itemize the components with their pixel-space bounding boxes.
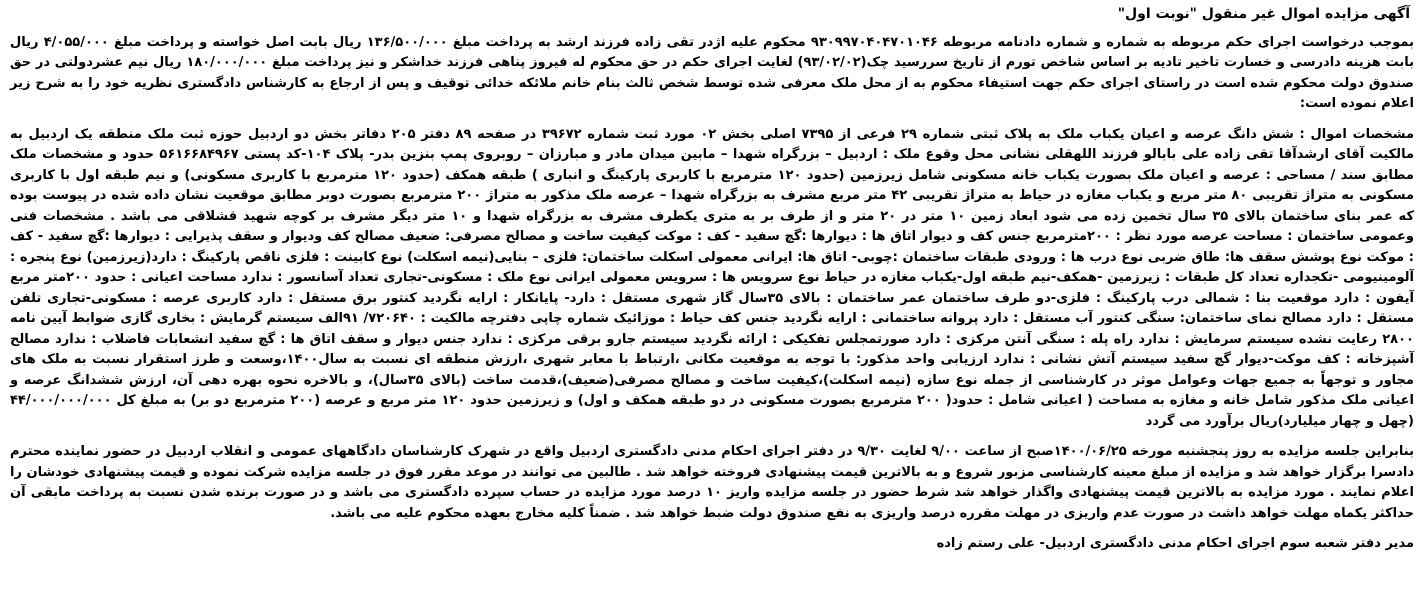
notice-title: آگهی مزایده اموال غیر منقول "نوبت اول" [1117,6,1410,22]
auction-terms-paragraph: بنابراین جلسه مزایده به روز پنجشنبه مورخه ۱۴۰۰/۰۶/۲۵صبح از ساعت ۹/۰۰ لغایت ۹/۳۰ در دفتر اجرای احکام مدنی دادگستری اردبیل واقع در شهرک کارشناسان دادگاههای عمومی و انقلاب اردبیل در حضور نماینده محترم دادسرا برگزار خواهد شد و مزایده از مبلغ معینه کارشناسی مزبور شروع و به بالاترین قیمت پیشنهادی فروخته خواهد شد . طالبین می توانند در موعد مقرر فوق در جلسه مزایده شرکت نموده و قیمت پیشنهادی خودشان را اعلام نمایند . مورد مزایده به بالاترین قیمت پیشنهادی واگذار خواهد شد شرط حضور در جلسه مزایده واریز ۱۰ درصد مورد مزایده در حساب سپرده دادگستری می باشد و در صورت برنده شدن نسبت به پرداخت مابقی آن حداکثر یکماه مهلت خواهد داشت در صورت عدم واریزی در مهلت مقرره درصد واریزی به نفع صندوق دولت ضبط خواهد شد . ضمناً کلیه مخارج بعهده محکوم علیه می باشد. [10,444,1414,521]
signature: مدیر دفتر شعبه سوم اجرای احکام مدنی دادگستری اردبیل- علی رستم زاده [936,536,1414,551]
request-paragraph: بموجب درخواست اجرای حکم مربوطه به شماره و شماره دادنامه مربوطه ۹۳۰۹۹۷۰۴۰۴۷۰۱۰۴۶ محکوم علیه اژدر تقی زاده فرزند ارشد به پرداخت مبلغ ۱۳۶/۵۰۰/۰۰۰ ریال بابت اصل خواسته و پرداخت مبلغ ۴/۰۵۵/۰۰۰ ریال بابت هزینه دادرسی و خسارت تاخیر تادیه بر اساس شاخص تورم از تاریخ سررسید چک(۹۳/۰۲/۰۲) لغایت اجرای حکم در حق محکوم له فیروز پناهی فرزند خداشکر و نیز پرداخت مبلغ ۱۸۰/۰۰۰/۰۰۰ ریال نیم عشردولتی در حق صندوق دولت محکوم شده است در راستای اجرای حکم جهت استیفاء محکوم به از محل ملک معرفی شده توسط شخص ثالث بنام خانم ملائکه خدائی توقیف و پس از ارجاع به کارشناس دادگستری نظریه خود را به شرح زیر اعلام نموده است: [10,34,1414,111]
property-specs-paragraph: مشخصات اموال : شش دانگ عرصه و اعیان یکباب ملک به پلاک ثبتی شماره ۲۹ فرعی از ۷۳۹۵ اصلی بخش ۰۲ مورد ثبت شماره ۳۹۶۷۲ در صفحه ۸۹ دفتر ۲۰۵ دفاتر بخش دو اردبیل حوزه ثبت ملک منطقه یک اردبیل به مالکیت آقای ارشدآقا تقی زاده علی بابالو فرزند اللهقلی نشانی محل وقوع ملک : اردبیل – بزرگراه شهدا – مابین میدان مادر و مبارزان – روبروی پمپ بنزین بدر- پلاک ۱۰۴-کد پستی ۵۶۱۶۶۸۴۹۶۷ حدود و مشخصات ملک مطابق سند / مساحی : عرصه و اعیان ملک بصورت یکباب خانه مسکونی شامل زیرزمین (حدود ۱۲۰ مترمربع با کاربری پارکینگ و انباری ) طبقه همکف (حدود ۱۲۰ مترمربع با کاربری مسکونی) و نیم طبقه اول با کاربری مسکونی به متراژ تقریبی ۸۰ متر مربع و یکباب مغازه در حیاط به متراژ تقریبی ۴۲ متر مربع مشرف به بزرگراه شهدا – عرصه ملک مذکور به متراژ ۲۰۰ مترمربع بصورت دوبر مطابق موقعیت نشان داده شده در پیوست بوده که عمر بنای ساختمان بالای ۳۵ سال تخمین زده می شود ابعاد زمین ۱۰ متر در ۲۰ متر و از طرف بر به متری یکطرف مشرف به بزرگراه شهدا و ۱۰ متر دیگر مشرف بر کوچه شهید قشلاقی می باشد . مشخصات فنی وعمومی ساختمان : مساحت عرصه مورد نظر : ۲۰۰مترمربع جنس کف و دیوار اتاق ها : دیوارها :گچ سفید - کف : موکت کیفیت ساخت و مصالح مصرفی: ضعیف مصالح کف ودیوار و سقف پذیرایی : دیوارها :گچ سفید - کف : موکت نوع پوشش سقف ها: طاق ضربی نوع درب ها : ورودی طبقات ساختمان :چوبی- اتاق ها: ایرانی معمولی اسکلت ساختمان: فلزی – بنایی(نیمه اسکلت) نوع کابینت : فلزی ناقص پارکینگ : دارد(زیرزمین) نوع پنجره : آلومینیومی -تکجداره تعداد کل طبقات : زیرزمین -همکف-نیم طبقه اول-یکباب مغازه در حیاط نوع سرویس ها : سرویس معمولی ایرانی نوع ملک : مسکونی-تجاری تعداد آسانسور : ندارد مساحت اعیانی : حدود ۲۰۰متر مربع آیفون : دارد موقعیت بنا : شمالی درب پارکینگ : فلزی-دو طرف ساختمان عمر ساختمان : بالای ۳۵سال گاز شهری مستقل : دارد- پایانکار : ارایه نگردید کنتور برق مستقل : دارد کاربری عرصه : مسکونی-تجاری تلفن مستقل : دارد مصالح نمای ساختمان: سنگی کنتور آب مستقل : دارد پروانه ساختمانی : ارایه نگردید جنس کف حیاط : موزائیک شماره چاپی دفترچه مالکیت : ۷۲۰۶۴۰/ ۹۱الف سیستم گرمایش : بخاری گازی ضوابط آیین نامه ۲۸۰۰ رعایت نشده سیستم سرمایش : ندارد راه پله : سنگی آنتن مرکزی : دارد صورتمجلس تفکیکی : ارائه نگردید سیستم جارو برقی مرکزی : ندارد جنس دیوار و سقف اتاق ها : گچ سفید انشعابات فاضلاب : ندارد مصالح آشپزخانه : کف موکت-دیوار گچ سفید سیستم آتش نشانی : ندارد ارزیابی واحد مذکور: با توجه به موقعیت مکانی ،ارتباط با معابر شهری ،ارزش منطقه ای نسبت به سال۱۴۰۰،وسعت و طرز استقرار نسبت به ملک های مجاور و توجهاً به جمیع جهات وعوامل موثر در کارشناسی از جمله نوع سازه (نیمه اسکلت)،کیفیت ساخت و مصالح مصرفی(ضعیف)،قدمت ساخت (بالای ۳۵سال)، و بالاخره نحوه بهره دهی آن، ارزش ششدانگ عرصه و اعیانی ملک مذکور شامل خانه و مغازه به مساحت ( اعیانی شامل : حدود( ۲۰۰ مترمربع بصورت مسکونی در دو طبقه همکف و اول) و زیرزمین حدود ۱۲۰ متر مربع و عرصه (۲۰۰ مترمربع دو بر) به مبلغ کل ۴۴/۰۰۰/۰۰۰/۰۰۰ (چهل و چهار میلیارد)ریال برآورد می گردد [10,126,1415,429]
